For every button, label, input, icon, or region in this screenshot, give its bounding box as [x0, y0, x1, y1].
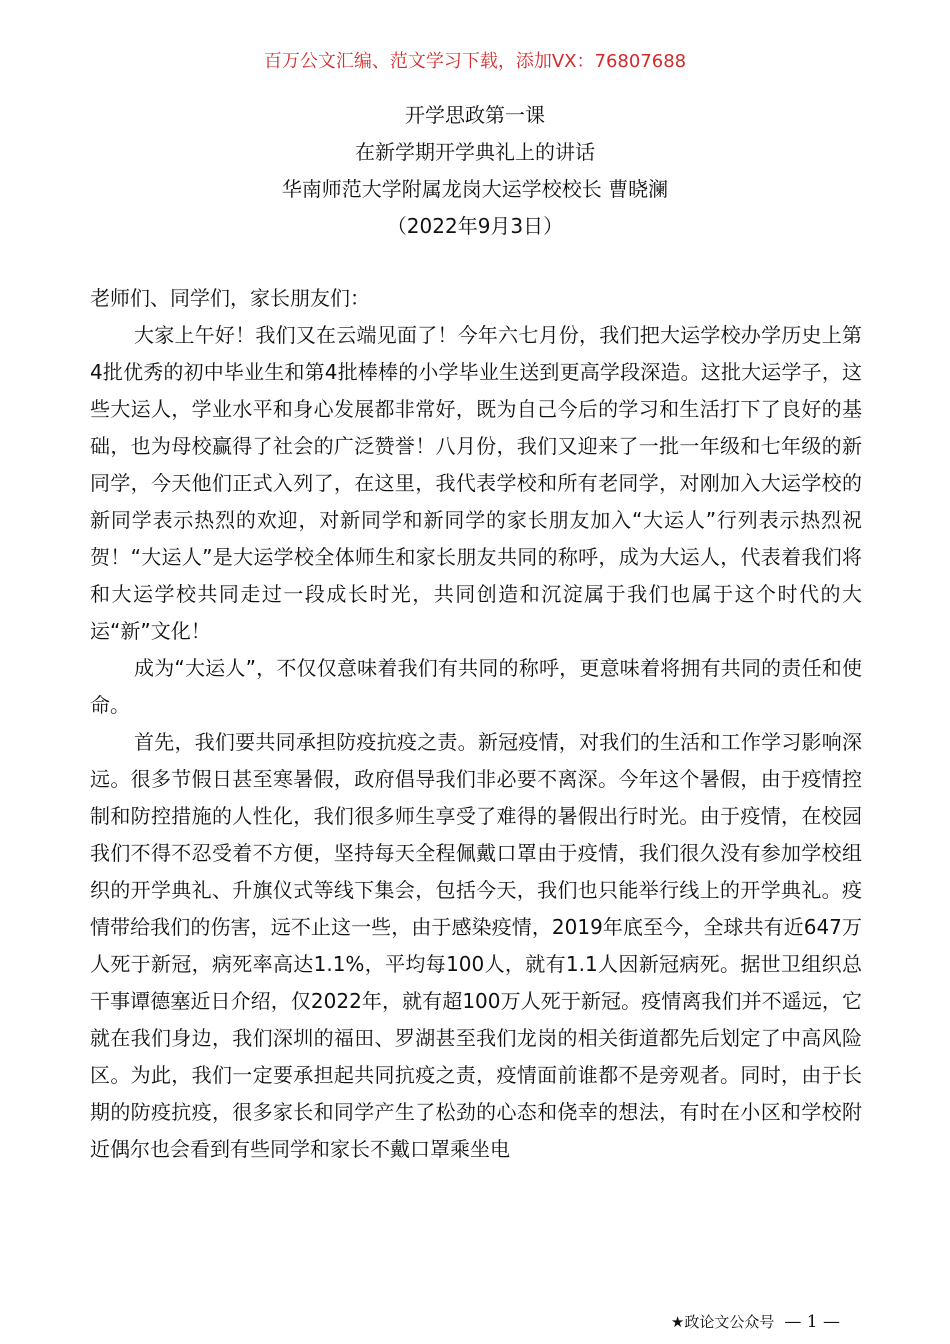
speaker-line: 华南师范大学附属龙岗大运学校校长 曹晓澜: [281, 177, 669, 201]
document-header: [0, 97, 950, 245]
speech-title: 在新学期开学典礼上的讲话: [355, 140, 595, 164]
paragraph-opening: 大家上午好！我们又在云端见面了！今年六七月份，我们把大运学校办学历史上第4批优秀的初中毕业生和第4批棒棒的小学毕业生送到更高学段深造。这批大运学子，这些大运人，学业水平和身心发展都非常好，既为自己今后的学习和生活打下了良好的基础，也为母校赢得了社会的广泛赞誉！八月份，我们又迎来了一批一年级和七年级的新同学，今天他们正式入列了，在这里，我代表学校和所有老同学，对刚加入大运学校的新同学表示热烈的欢迎，对新同学和新同学的家长朋友加入“大运人”行列表示热烈祝贺！“大运人”是大运学校全体师生和家长朋友共同的称呼，成为大运人，代表着我们将和大运学校共同走过一段成长时光，共同创造和沉淀属于我们也属于这个时代的大运“新”文化！: [90, 323, 862, 643]
salutation: 老师们、同学们，家长朋友们：: [90, 286, 370, 310]
footer-source: ★政论文公众号: [670, 1313, 775, 1331]
download-banner: 百万公文汇编、范文学习下载，添加VX：76807688: [263, 51, 687, 72]
date-line: （2022年9月3日）: [386, 214, 564, 238]
speech-body: [90, 280, 862, 1168]
paragraph-responsibility: 成为“大运人”，不仅仅意味着我们有共同的称呼，更意味着将拥有共同的责任和使命。: [90, 656, 862, 717]
series-title: 开学思政第一课: [405, 103, 545, 127]
page-footer: [671, 1311, 840, 1332]
page-number: — 1 —: [784, 1312, 840, 1332]
paragraph-epidemic: 首先，我们要共同承担防疫抗疫之责。新冠疫情，对我们的生活和工作学习影响深远。很多节假日甚至寒暑假，政府倡导我们非必要不离深。今年这个暑假，由于疫情控制和防控措施的人性化，我们很多师生享受了难得的暑假出行时光。由于疫情，在校园我们不得不忍受着不方便，坚持每天全程佩戴口罩由于疫情，我们很久没有参加学校组织的开学典礼、升旗仪式等线下集会，包括今天，我们也只能举行线上的开学典礼。疫情带给我们的伤害，远不止这一些，由于感染疫情，2019年底至今，全球共有近647万人死于新冠，病死率高达1.1%，平均每100人，就有1.1人因新冠病死。据世卫组织总干事谭德塞近日介绍，仅2022年，就有超100万人死于新冠。疫情离我们并不遥远，它就在我们身边，我们深圳的福田、罗湖甚至我们龙岗的相关街道都先后划定了中高风险区。为此，我们一定要承担起共同抗疫之责，疫情面前谁都不是旁观者。同时，由于长期的防疫抗疫，很多家长和同学产生了松劲的心态和侥幸的想法，有时在小区和学校附近偶尔也会看到有些同学和家长不戴口罩乘坐电: [90, 730, 862, 1161]
